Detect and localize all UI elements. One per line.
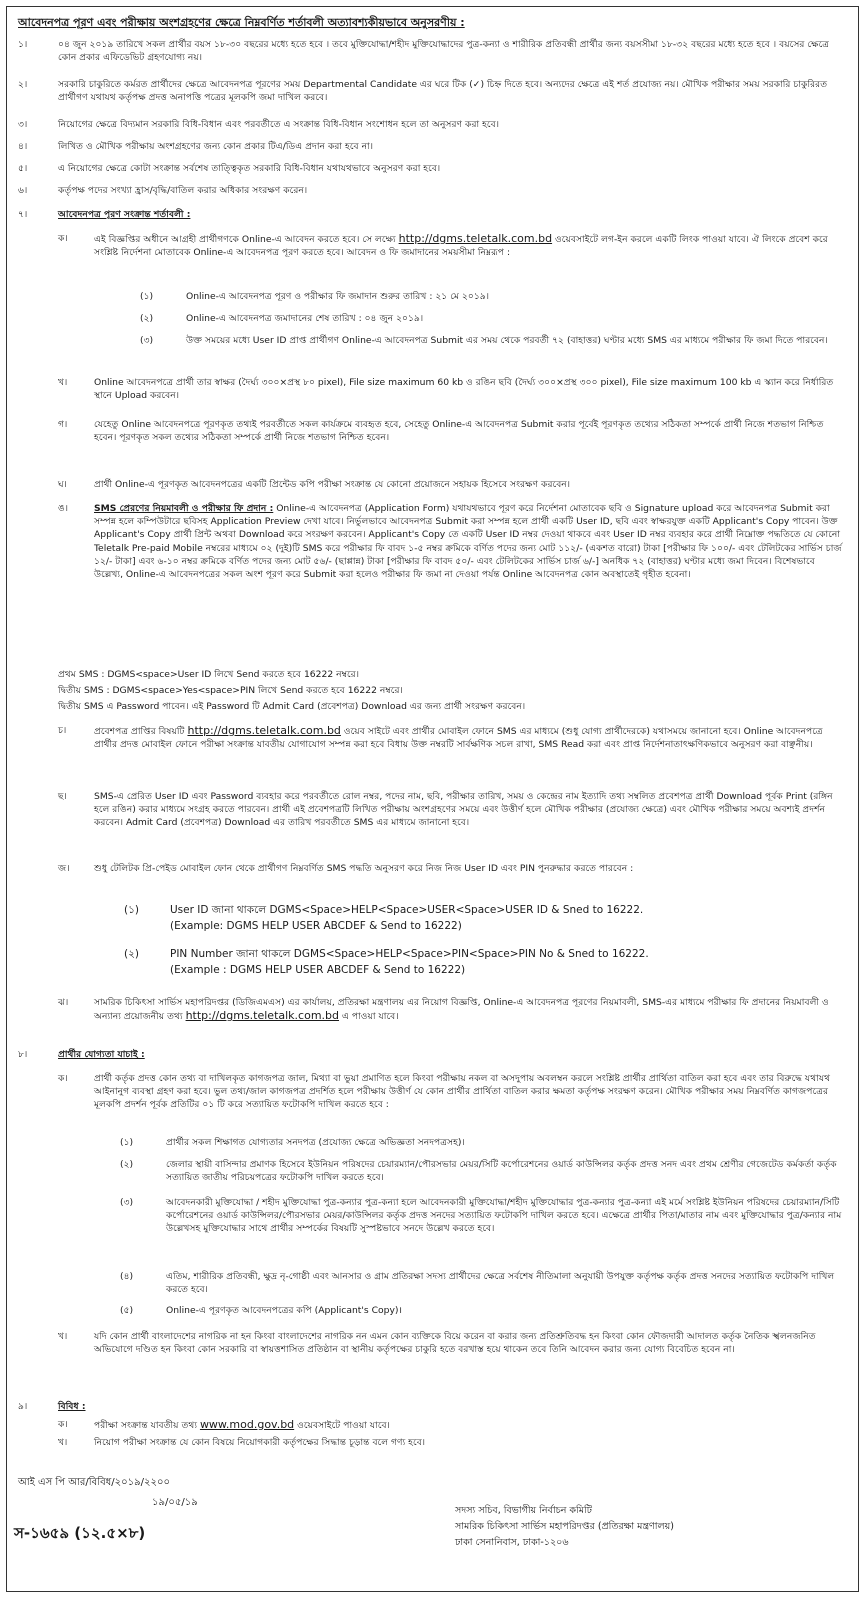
- document-list-item: [120, 1136, 844, 1149]
- sub-text: [94, 1418, 844, 1432]
- section9-ka: [58, 1418, 844, 1432]
- item-number: ৫।: [18, 163, 28, 174]
- section7-ga: [58, 418, 844, 444]
- sub-text: Online আবেদনপত্রে প্রার্থী তার স্বাক্ষর (দৈর্ঘ্য ৩০০×প্রস্থ ৮০ pixel), File size maximum 60 kb ও রঙিন ছবি (দৈর্ঘ্য ৩০০×প্রস্থ ৩০০ pixel), File size maximum 100 kb এ স্ক্যান করে নির্ধারিত স্থানে Upload করবেন।: [94, 377, 834, 402]
- sub-text: [94, 996, 844, 1023]
- section7-ka: [58, 232, 844, 259]
- section-heading: আবেদনপত্র পূরণ সংক্রান্ত শর্তাবলী :: [58, 209, 191, 220]
- sub-text: প্রার্থী কর্তৃক প্রদত্ত কোন তথ্য বা দাখিলকৃত কাগজপত্র জাল, মিথ্যা বা ভুয়া প্রমাণিত হলে কিংবা পরীক্ষায় নকল বা অসদুপায় অবলম্বন করলে সংশ্লিষ্ট প্রার্থীর প্রার্থিতা বাতিল করা হবে এবং তার বিরুদ্ধে যথাযথ আইনানুগ ব্যবস্থা গ্রহণ করা হবে। ভুল তথ্য/জাল কাগজপত্র প্রদর্শিত হলে পরীক্ষায় উত্তীর্ণ যে কোন প্রার্থীর প্রার্থিতা বাতিল করার ক্ষমতা কর্তৃপক্ষ সংরক্ষণ করেন। মৌখিক পরীক্ষার সময় নিম্নবর্ণিত কাগজপত্রের মূলকপি প্রদর্শন পূর্বক প্রতিটির ০১ টি করে সত্যায়িত ফটোকপি দাখিল করতে হবে :: [94, 1073, 831, 1111]
- sub-label: ঝ।: [58, 997, 69, 1008]
- list-item: [140, 312, 840, 325]
- section-number: ৭।: [18, 209, 28, 220]
- item-text: কর্তৃপক্ষ পদের সংখ্যা হ্রাস/বৃদ্ধি/বাতিল করার অধিকার সংরক্ষণ করেন।: [58, 185, 308, 196]
- list-item: [140, 334, 840, 347]
- section7-jha: [58, 996, 844, 1023]
- text-part: Online-এ আবেদনপত্র (Application Form) যথাযথভাবে পূরণ করে নির্দেশনা মোতাবেক ছবি ও Signature upload করে আবেদনপত্র Submit করা সম্পন্ন হলে কম্পিউটারে ছবিসহ Application Preview দেখা যাবে। নির্ভুলভাবে আবেদনপত্র Submit করা সম্পন্ন হলে প্রার্থী একটি User ID, ছবি এবং স্বাক্ষরযুক্ত একটি Applicant's Copy পাবেন। উক্ত Applicant's Copy প্রার্থী প্রিন্ট অথবা Download করে সংরক্ষণ করবেন। Applicant's Copy তে একটি User ID নম্বর দেওয়া থাকবে এবং User ID নম্বর ব্যবহার করে প্রার্থী নিম্নোক্ত পদ্ধতিতে যে কোনো Teletalk Pre-paid Mobile নম্বরের মাধ্যমে ০২ (দুই)টি SMS করে পরীক্ষার ফি বাবদ ১-৫ নম্বর ক্রমিকে বর্ণিত পদের জন্য মোট ১১২/- (একশত বারো) টাকা [পরীক্ষার ফি ১০০/- এবং টেলিটকের সার্ভিস চার্জ ১২/- টাকা] এবং ৬-১০ নম্বর ক্রমিকে বর্ণিত পদের জন্য মোট ৫৬/- (ছাপ্পান্ন) টাকা [পরীক্ষার ফি বাবদ ৫০/- এবং টেলিটকের সার্ভিস চার্জ ৬/-] অনধিক ৭২ (বাহাত্তর) ঘণ্টার মধ্যে জমা দিবেন। বিশেষভাবে উল্লেখ্য, Online-এ আবেদনপত্রের সকল অংশ পূরণ করে Submit করা হলেও পরীক্ষার ফি জমা না দেওয়া পর্যন্ত Online আবেদনপত্র কোন অবস্থাতেই গৃহীত হবেনা।: [94, 503, 842, 581]
- sub-text: SMS-এ প্রেরিত User ID এবং Password ব্যবহার করে পরবর্তীতে রোল নম্বর, পদের নাম, ছবি, পরীক্ষার তারিখ, সময় ও কেন্দ্রের নাম ইত্যাদি তথ্য সম্বলিত প্রবেশপত্র প্রার্থী Download পূর্বক Print (রঙ্গিন হলে রঙিন) করার মাধ্যমে সংগ্রহ করতে পারবেন। প্রার্থী এই প্রবেশপত্রটি লিখিত পরীক্ষায় অংশগ্রহণের সময়ে এবং উত্তীর্ণ হলে মৌখিক পরীক্ষার (প্রযোজ্য ক্ষেত্রে) এবং মৌখিক পরীক্ষার সময়ে অবশ্যই প্রদর্শন করবেন। Admit Card (প্রবেশপত্র) Download এর তারিখ পরবর্তীতে SMS এর মাধ্যমে জানানো হবে।: [94, 791, 833, 829]
- list-number: (৫): [120, 1305, 134, 1316]
- text-part: ওয়েবসাইটে পাওয়া যাবে।: [297, 1420, 390, 1431]
- text-part: সামরিক চিকিৎসা সার্ভিস মহাপরিদপ্তর (ডিজিএমএস) এর কার্যালয়, প্রতিরক্ষা মন্ত্রণালয় এর নিয়োগ বিজ্ঞপ্তি, Online-এ আবেদনপত্র পূরণের নিয়মাবলী, SMS-এর মাধ্যমে পরীক্ষার ফি প্রদানের নিয়মাবলী ও অন্যান্য প্রয়োজনীয় তথ্য: [94, 997, 829, 1023]
- section7-kha: [58, 376, 844, 402]
- condition-item-3: [18, 118, 846, 131]
- list-text: Online-এ পূরণকৃত আবেদনপত্রের কপি (Applicant's Copy)।: [166, 1305, 402, 1316]
- list-text: Online-এ আবেদনপত্র পূরণ ও পরীক্ষার ফি জমাদান শুরুর তারিখ : ২১ মে ২০১৯।: [186, 291, 490, 302]
- mod-website-link[interactable]: www.mod.gov.bd: [199, 1418, 295, 1431]
- section8-ka: [58, 1072, 844, 1112]
- item-text: ০৪ জুন ২০১৯ তারিখে সকল প্রার্থীর বয়স ১৮-৩০ বছরের মধ্যে হতে হবে । তবে মুক্তিযোদ্ধা/শহীদ মুক্তিযোদ্ধাদের পুত্র-কন্যা ও শারীরিক প্রতিবন্ধী প্রার্থীর জন্য বয়সসীমা ১৮-৩২ বছরের মধ্যে হতে হবে । বয়সের ক্ষেত্রে কোন প্রকার এফিডেভিট গ্রহণযোগ্য নয়।: [58, 39, 830, 64]
- condition-item-6: [18, 184, 846, 197]
- sub-label: চ।: [58, 725, 67, 736]
- signatory-title: সদস্য সচিব, বিভাগীয় নির্বাচন কমিটি: [455, 1505, 592, 1516]
- sms-instruction-2: দ্বিতীয় SMS : DGMS<space>Yes<space>PIN লিখে Send করতে হবে 16222 নম্বরে।: [58, 685, 403, 696]
- list-text: এতিম, শারীরিক প্রতিবন্ধী, ক্ষুদ্র নৃ-গোষ্ঠী এবং আনসার ও গ্রাম প্রতিরক্ষা সদস্য প্রার্থীদের ক্ষেত্রে সর্বশেষ নীতিমালা অনুযায়ী উপযুক্ত কর্তৃপক্ষ কর্তৃক প্রদত্ত সনদের সত্যায়িত ফটোকপি দাখিল করতে হবে।: [166, 1271, 835, 1295]
- item-text: লিখিত ও মৌখিক পরীক্ষায় অংশগ্রহণের জন্য কোন প্রকার টিএ/ডিএ প্রদান করা হবে না।: [58, 141, 373, 152]
- recovery-command: User ID জানা থাকলে DGMS<Space>HELP<Space>USER<Space>USER ID & Sned to 16222.: [170, 904, 644, 916]
- list-number: (৩): [140, 335, 154, 346]
- item-text: নিয়োগের ক্ষেত্রে বিদ্যমান সরকারি বিধি-বিধান এবং পরবর্তীতে এ সংক্রান্ত বিধি-বিধান সংশোধন হলে তা অনুসরণ করা হবে।: [58, 119, 500, 130]
- sub-text: [94, 502, 844, 581]
- section7-ja: [58, 862, 844, 875]
- section-7: [18, 208, 846, 221]
- section9-kha: [58, 1436, 844, 1449]
- sub-text: [94, 724, 844, 751]
- sub-text: শুধু টেলিটক প্রি-পেইড মোবাইল ফোন থেকে প্রার্থীগণ নিম্নবর্ণিত SMS পদ্ধতি অনুসরণ করে নিজ নিজ User ID এবং PIN পুনরুদ্ধার করতে পারবেন :: [94, 863, 634, 874]
- sub-label: খ।: [58, 1331, 68, 1342]
- recovery-method-2: [124, 946, 844, 978]
- teletalk-link[interactable]: http://dgms.teletalk.com.bd: [398, 232, 553, 245]
- signatory-office: সামরিক চিকিৎসা সার্ভিস মহাপরিদপ্তর (প্রতিরক্ষা মন্ত্রণালয়): [455, 1521, 674, 1532]
- sub-label: খ।: [58, 377, 68, 388]
- document-list-item: [120, 1270, 844, 1296]
- condition-item-5: [18, 162, 846, 175]
- section-9: [18, 1400, 846, 1413]
- sms-instruction-3: দ্বিতীয় SMS এ Password পাবেন। এই Password টি Admit Card (প্রবেশপত্র) Download এর জন্য প্রার্থী সংরক্ষণ করবেন।: [58, 701, 526, 712]
- section-heading: প্রার্থীর যোগ্যতা যাচাই :: [58, 1049, 145, 1060]
- text-part: পরীক্ষা সংক্রান্ত যাবতীয় তথ্য: [94, 1420, 198, 1431]
- condition-item-2: [18, 78, 846, 104]
- document-list-item: [120, 1196, 844, 1235]
- teletalk-link[interactable]: http://dgms.teletalk.com.bd: [185, 1009, 340, 1023]
- sub-label: জ।: [58, 863, 70, 874]
- sms-heading: SMS প্রেরণের নিয়মাবলী ও পরীক্ষার ফি প্রদান :: [94, 503, 274, 514]
- section-number: ৯।: [18, 1401, 28, 1412]
- condition-item-1: [18, 38, 846, 64]
- section7-uma: [58, 502, 844, 581]
- notice-title: আবেদনপত্র পূরণ এবং পরীক্ষায় অংশগ্রহণের ক্ষেত্রে নিম্নবর্ণিত শর্তাবলী অত্যাবশ্যকীয়ভাবে অনুসরণীয় :: [18, 16, 465, 29]
- sub-label: ক।: [58, 233, 68, 244]
- text-part: ওয়েব সাইটে এবং প্রার্থীর মোবাইল ফোনে SMS এর মাধ্যমে (শুধু যোগ্য প্রার্থীদেরকে) যথাসময়ে জানানো হবে। Online আবেদনপত্রে প্রার্থীর প্রদত্ত মোবাইল ফোনে পরীক্ষা সংক্রান্ত যাবতীয় যোগাযোগ সম্পন্ন করা হবে বিধায় উক্ত নম্বরটি সার্বক্ষণিক সচল রাখা, SMS Read করা এবং প্রাপ্ত নির্দেশনাতাৎক্ষণিকভাবে অনুসরণ করা বাঞ্ছনীয়।: [94, 726, 823, 751]
- item-number: ২।: [18, 79, 28, 90]
- sub-text: নিয়োগ পরীক্ষা সংক্রান্ত যে কোন বিষয়ে নিয়োগকারী কর্তৃপক্ষের সিদ্ধান্ত চূড়ান্ত বলে গণ্য হবে।: [94, 1437, 426, 1448]
- list-number: (১): [120, 1137, 134, 1148]
- section7-chha: [58, 790, 844, 830]
- list-text: Online-এ আবেদনপত্র জমাদানের শেষ তারিখ : ০৪ জুন ২০১৯।: [186, 313, 424, 324]
- text-part: এ পাওয়া যাবে।: [341, 1011, 399, 1023]
- sub-text: [94, 232, 844, 259]
- item-number: ৩।: [18, 119, 28, 130]
- sub-label: ছ।: [58, 791, 67, 802]
- list-number: (২): [124, 948, 140, 960]
- sub-label: ঙ।: [58, 503, 69, 514]
- text-part: এই বিজ্ঞপ্তির অধীনে আগ্রহী প্রার্থীগণকে Online-এ আবেদন করতে হবে। সে লক্ষ্যে: [94, 234, 396, 245]
- item-text: সরকারি চাকুরিতে কর্মরত প্রার্থীদের ক্ষেত্রে আবেদনপত্র পূরণের সময় Departmental Candidate এর ঘরে টিক (✓) চিহ্ন দিতে হবে। অন্যদের ক্ষেত্রে এই শর্ত প্রযোজ্য নয়। মৌখিক পরীক্ষার সময় সরকারি চাকুরিরত প্রার্থীগণ যথাযথ কর্তৃপক্ষ প্রদত্ত অনাপত্তি পত্রের মূলকপি জমা দাখিল করবে।: [58, 79, 828, 104]
- condition-item-4: [18, 140, 846, 153]
- section8-kha: [58, 1330, 844, 1356]
- document-list-item: [120, 1304, 844, 1317]
- section-8: [18, 1048, 846, 1061]
- sub-label: খ।: [58, 1437, 68, 1448]
- item-text: এ নিয়োগের ক্ষেত্রে কোটা সংক্রান্ত সর্বশেষ তাত্ত্বিকৃত সরকারি বিধি-বিধান যথাযথভাবে অনুসরণ করা হবে।: [58, 163, 441, 174]
- text-part: ওয়েবসাইটে লগ-ইন করলে একটি লিংক পাওয়া যাবে। ঐ লিংকে প্রবেশ করে সংশ্লিষ্ট নির্দেশনা মোতাবেক Online-এ আবেদনপত্র পূরণ করতে হবে। আবেদন ও ফি জমাদানের সময়সীমা নিম্নরূপ :: [94, 234, 828, 259]
- recovery-method-1: [124, 902, 844, 934]
- text-part: প্রবেশপত্র প্রাপ্তির বিষয়টি: [94, 726, 185, 737]
- sub-text: প্রার্থী Online-এ পূরণকৃত আবেদনপত্রের একটি প্রিন্টেড কপি পরীক্ষা সংক্রান্ত যে কোনো প্রয়োজনে সহায়ক হিসেবে সংরক্ষণ করবেন।: [94, 479, 571, 490]
- list-number: (১): [124, 904, 140, 916]
- section-number: ৮।: [18, 1049, 28, 1060]
- list-number: (৩): [120, 1197, 134, 1208]
- sub-label: গ।: [58, 419, 68, 430]
- list-number: (২): [140, 313, 154, 324]
- print-code: স-১৬৫৯ (১২.৫×৮): [14, 1524, 146, 1542]
- list-number: (২): [120, 1159, 134, 1170]
- list-text: জেলার স্থায়ী বাসিন্দার প্রমাণক হিসেবে ইউনিয়ন পরিষদের চেয়ারম্যান/পৌরসভার মেয়র/সিটি কর্পোরেশনের ওয়ার্ড কাউন্সিলর কর্তৃক প্রদত্ত সনদ এবং প্রথম শ্রেণীর গেজেটেড কর্মকর্তা কর্তৃক সত্যায়িত জাতীয় পরিচয়পত্রের ফটোকপি দাখিল করতে হবে।: [166, 1159, 837, 1183]
- item-number: ৬।: [18, 185, 28, 196]
- item-number: ৪।: [18, 141, 28, 152]
- recovery-command: PIN Number জানা থাকলে DGMS<Space>HELP<Space>PIN<Space>PIN No & Sned to 16222.: [170, 948, 649, 960]
- item-number: ১।: [18, 39, 28, 50]
- memo-date: ১৯/০৫/১৯: [152, 1497, 198, 1508]
- document-list-item: [120, 1158, 844, 1184]
- section7-gha: [58, 478, 844, 491]
- sub-text: যেহেতু Online আবেদনপত্রে পূরণকৃত তথ্যই পরবর্তীতে সকল কার্যক্রমে ব্যবহৃত হবে, সেহেতু Online-এ আবেদনপত্র Submit করার পূর্বেই পূরণকৃত তথ্যের সঠিকতা সম্পর্কে প্রার্থী নিজে শতভাগ নিশ্চিত হবেন। পূরণকৃত সকল তথ্যের সঠিকতা সম্পর্কে প্রার্থী নিজে শতভাগ নিশ্চিত হবেন।: [94, 419, 824, 444]
- section-heading: বিবিধ :: [58, 1401, 86, 1412]
- sub-label: ক।: [58, 1419, 68, 1430]
- recovery-example: (Example : DGMS HELP USER ABCDEF & Send to 16222): [170, 964, 466, 976]
- sub-text: যদি কোন প্রার্থী বাংলাদেশের নাগরিক না হন কিংবা বাংলাদেশের নাগরিক নন এমন কোন ব্যক্তিকে বিয়ে করেন বা করার জন্য প্রতিশ্রুতিবদ্ধ হন কিংবা কোন ফৌজদারী আদালত কর্তৃক নৈতিক স্খলনজনিত অভিযোগে দণ্ডিত হন কিংবা কোন সরকারি বা স্বায়ত্তশাসিত প্রতিষ্ঠান বা স্থানীয় কর্তৃপক্ষের চাকুরি হতে বরখাস্ত হয়ে থাকেন তবে তিনি আবেদন করার জন্য যোগ্য বিবেচিত হবেন না।: [94, 1331, 816, 1356]
- sub-label: ঘ।: [58, 479, 67, 490]
- recovery-example: (Example: DGMS HELP USER ABCDEF & Send to 16222): [170, 920, 462, 932]
- list-item: [140, 290, 840, 303]
- sms-instruction-1: প্রথম SMS : DGMS<space>User ID লিখে Send করতে হবে 16222 নম্বরে।: [58, 669, 360, 680]
- list-number: (৪): [120, 1271, 134, 1282]
- section7-cha: [58, 724, 844, 751]
- sub-label: ক।: [58, 1073, 68, 1084]
- memo-reference: আই এস পি আর/বিবিধ/২০১৯/২২০০: [18, 1477, 170, 1488]
- signatory-address: ঢাকা সেনানিবাস, ঢাকা-১২০৬: [455, 1537, 569, 1548]
- list-text: প্রার্থীর সকল শিক্ষাগত যোগ্যতার সনদপত্র (প্রযোজ্য ক্ষেত্রে অভিজ্ঞতা সনদপত্রসহ)।: [166, 1137, 465, 1148]
- list-text: আবেদনকারী মুক্তিযোদ্ধা / শহীদ মুক্তিযোদ্ধা পুত্র-কন্যার পুত্র-কন্যা হলে আবেদনকারী মুক্তিযোদ্ধা/শহীদ মুক্তিযোদ্ধার পুত্র-কন্যার পুত্র-কন্যা এই মর্মে সংশ্লিষ্ট ইউনিয়ন পরিষদের চেয়ারম্যান/সিটি কর্পোরেশনের ওয়ার্ড কাউন্সিলর/পৌরসভার মেয়র/কাউন্সিলর কর্তৃক প্রদত্ত সনদের সত্যায়িত ফটোকপি দাখিল করতে হবে। এক্ষেত্রে প্রার্থীর পিতা/মাতার নাম এবং মুক্তিযোদ্ধার পুত্র/কন্যার নাম উল্লেখসহ মুক্তিযোদ্ধার সাথে প্রার্থীর সম্পর্কের বিষয়টি সুস্পষ্টভাবে সনদে উল্লেখ করতে হবে।: [166, 1197, 842, 1234]
- list-text: উক্ত সময়ের মধ্যে User ID প্রাপ্ত প্রার্থীগণ Online-এ আবেদনপত্র Submit এর সময় থেকে পরবর্তী ৭২ (বাহাত্তর) ঘণ্টার মধ্যে SMS এর মাধ্যমে পরীক্ষার ফি জমা দিতে পারবেন।: [186, 335, 828, 346]
- list-number: (১): [140, 291, 154, 302]
- teletalk-link[interactable]: http://dgms.teletalk.com.bd: [187, 724, 341, 737]
